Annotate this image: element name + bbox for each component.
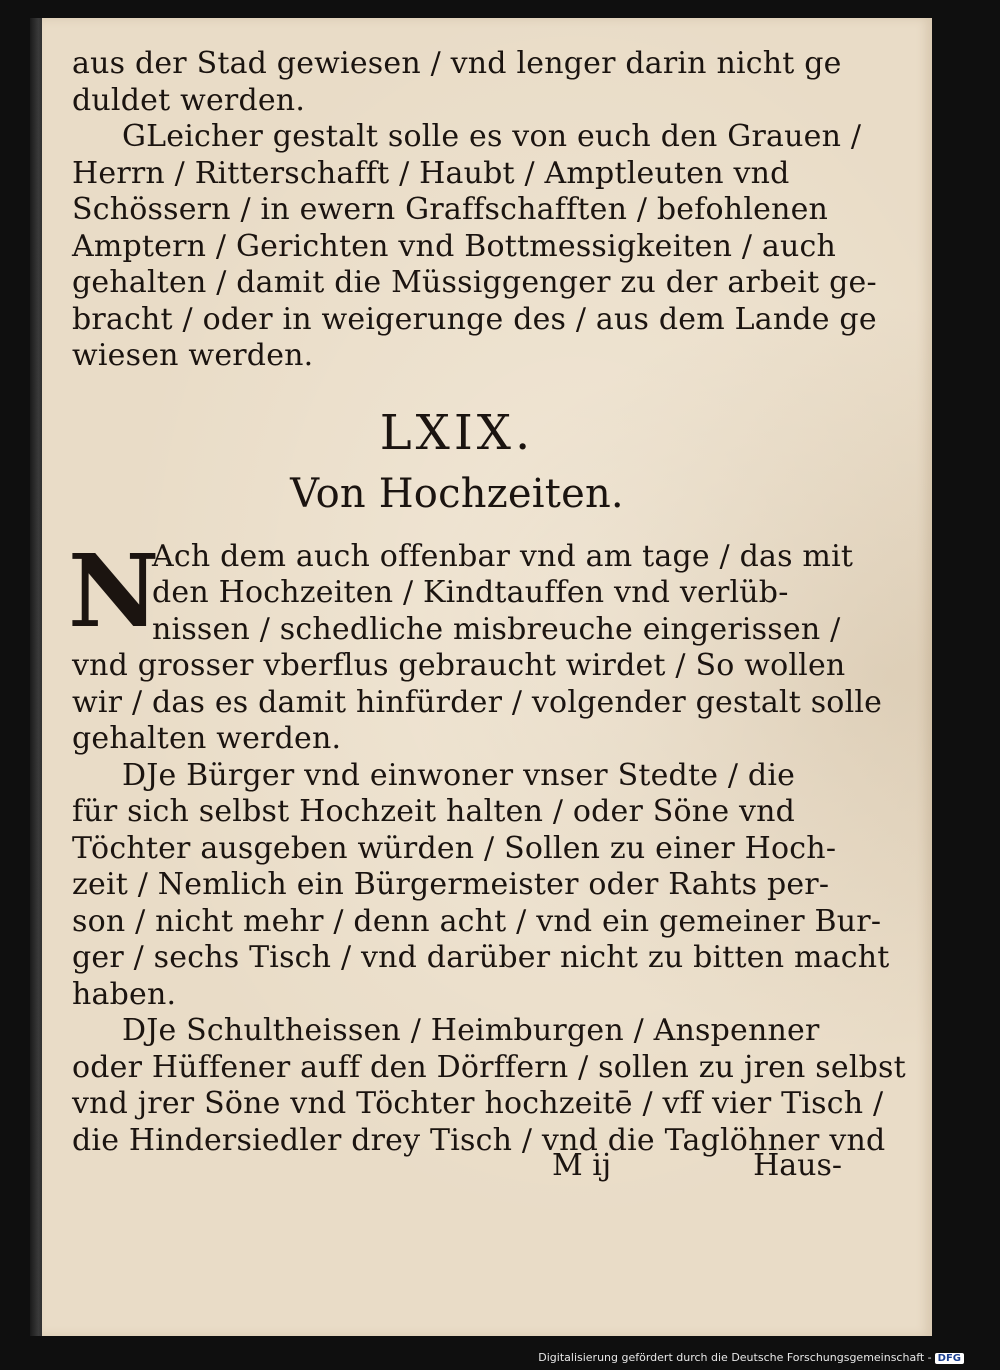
text-line: gehalten werden. — [72, 721, 342, 756]
text-line: Ach dem auch offenbar vnd am tage / das mit — [152, 538, 854, 574]
text-line: haben. — [72, 976, 177, 1012]
text-line: DJe Schultheissen / Heimburgen / Anspenner — [122, 1013, 820, 1048]
text-line: oder Hüffener auff den Dörffern / sollen zu jren selbst — [72, 1049, 906, 1085]
text-line: zeit / Nemlich ein Bürgermeister oder Rahts per- — [72, 867, 830, 902]
paragraph-2 — [72, 119, 877, 375]
drop-cap-initial: N — [68, 531, 160, 650]
paragraph-1 — [72, 46, 842, 119]
text-line: wiesen werden. — [72, 338, 314, 373]
credit-text: Digitalisierung gefördert durch die Deutsche Forschungsgemeinschaft - — [538, 1351, 932, 1364]
text-line: gehalten / damit die Müssiggenger zu der arbeit ge- — [72, 265, 877, 300]
text-line: vnd jrer Söne vnd Töchter hochzeitē / vff vier Tisch / — [72, 1086, 884, 1121]
text-line: Schössern / in ewern Graffschafften / befohlenen — [72, 192, 829, 227]
chapter-heading: LXIX. — [379, 404, 535, 461]
text-line: DJe Bürger vnd einwoner vnser Stedte / die — [122, 757, 796, 793]
text-line: bracht / oder in weigerunge des / aus dem Lande ge — [72, 301, 877, 337]
text-line: ger / sechs Tisch / vnd darüber nicht zu bitten macht — [72, 940, 890, 975]
text-line: wir / das es damit hinfürder / volgender gestalt solle — [72, 684, 883, 720]
dfg-logo: DFG — [935, 1353, 964, 1364]
paragraph-4 — [72, 757, 890, 1014]
page-text — [68, 46, 906, 1159]
digitization-credit — [538, 1351, 964, 1364]
text-line: für sich selbst Hochzeit halten / oder Söne vnd — [72, 794, 796, 829]
text-line: Töchter ausgeben würden / Sollen zu einer Hoch- — [72, 830, 837, 866]
text-line: Amptern / Gerichten vnd Bottmessigkeiten / auch — [72, 228, 836, 264]
text-line: duldet werden. — [72, 82, 306, 118]
paragraph-5 — [72, 1013, 906, 1159]
text-line: die Hindersiedler drey Tisch / vnd die Taglöhner vnd — [72, 1122, 886, 1158]
signature-mark: M ij — [552, 1148, 612, 1183]
text-line: vnd grosser vberflus gebraucht wirdet / So wollen — [72, 648, 846, 683]
text-line: Herrn / Ritterschafft / Haubt / Amptleuten vnd — [72, 155, 790, 191]
chapter-title: Von Hochzeiten. — [290, 470, 624, 517]
catchword: Haus- — [753, 1148, 842, 1183]
text-line: den Hochzeiten / Kindtauffen vnd verlüb- — [152, 575, 789, 610]
text-line: nissen / schedliche misbreuche eingerissen / — [152, 611, 841, 647]
text-line: son / nicht mehr / denn acht / vnd ein gemeiner Bur- — [72, 903, 882, 939]
text-line: GLeicher gestalt solle es von euch den Grauen / — [122, 119, 862, 154]
book-page — [42, 18, 932, 1336]
text-line: aus der Stad gewiesen / vnd lenger darin nicht ge — [72, 46, 842, 81]
paragraph-3 — [68, 531, 883, 758]
